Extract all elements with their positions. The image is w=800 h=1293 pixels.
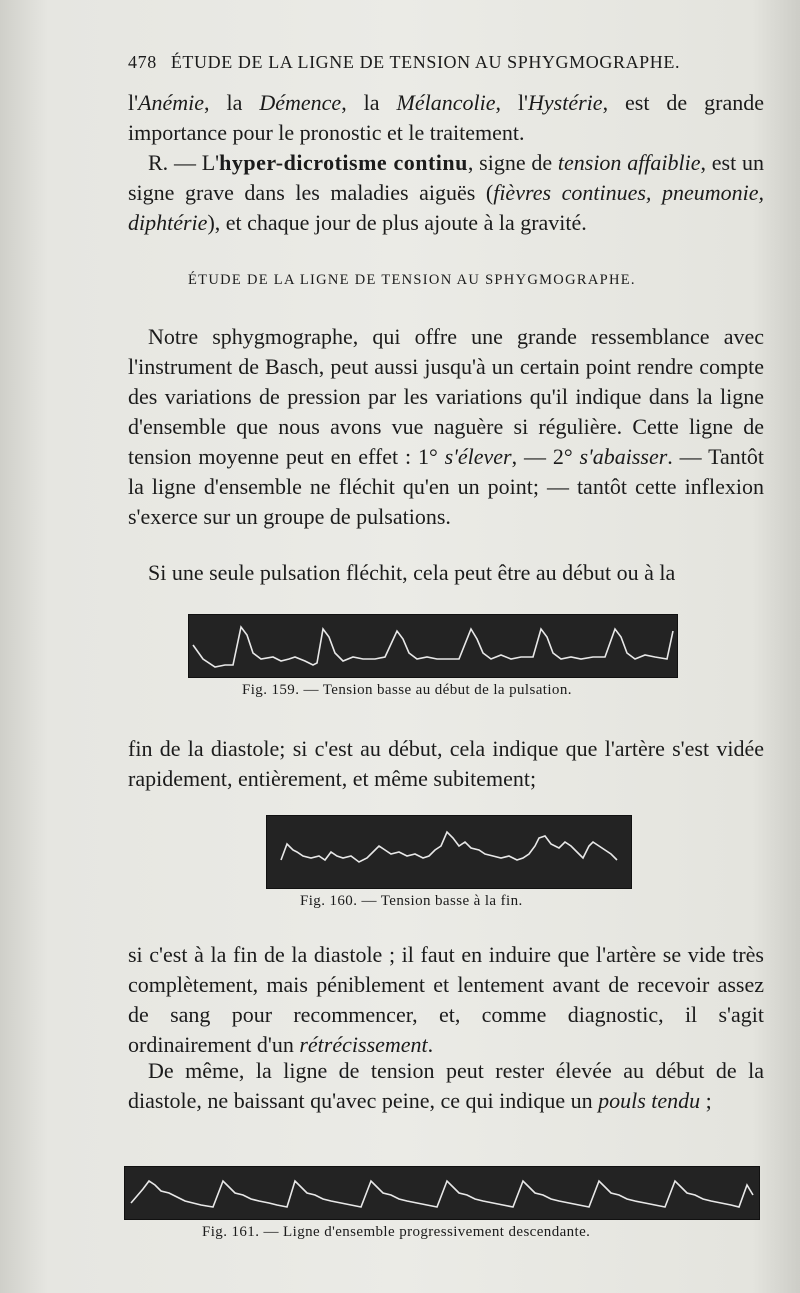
figure-160-caption: Fig. 160. — Tension basse à la fin. xyxy=(300,893,523,909)
italic-run: Démence xyxy=(259,90,342,115)
paragraph-pulsation: Si une seule pulsation fléchit, cela peut être au début ou à la xyxy=(148,560,676,585)
section-title: ÉTUDE DE LA LIGNE DE TENSION AU SPHYGMOGRAPHE. xyxy=(188,272,636,288)
text-run: , la xyxy=(341,90,397,115)
italic-run: fièvres continues, pneumonie, diphtérie xyxy=(128,180,765,235)
italic-run: rétrécissement xyxy=(299,1032,428,1057)
italic-run: Mélancolie xyxy=(396,90,496,115)
pulse-tracing-161 xyxy=(125,1167,759,1219)
italic-run: Hystérie xyxy=(528,90,603,115)
paragraph-fin-diastole: fin de la diastole; si c'est au début, cela indique que l'artère s'est vidée rapidement, entièrement, et même subitement; xyxy=(128,736,764,791)
text-run: , — 2° xyxy=(511,444,580,469)
text-run: ), et chaque jour de plus ajoute à la gravité. xyxy=(207,210,587,235)
italic-run: pouls tendu xyxy=(598,1088,701,1113)
text-run: si c'est à la fin de la diastole ; il faut en induire que l'artère se vide très complètement, mais péniblement et lentement avant de recevoir assez de sang pour recommencer, et, comme diagnostic, il s'agit ordinairement d'un xyxy=(128,942,764,1057)
text-run: l' xyxy=(128,90,139,115)
running-header xyxy=(128,52,758,73)
text-run: , la xyxy=(204,90,260,115)
paragraph-retrecissement xyxy=(128,940,764,1060)
figure-161-caption: Fig. 161. — Ligne d'ensemble progressivement descendante. xyxy=(202,1224,591,1240)
pulse-tracing-159 xyxy=(189,615,677,677)
paragraph-pouls-tendu xyxy=(128,1056,764,1116)
figure-159-caption: Fig. 159. — Tension basse au début de la pulsation. xyxy=(242,682,572,698)
text-run: , est un signe grave dans les maladies aiguës ( xyxy=(128,150,764,205)
text-run: R. — L' xyxy=(148,150,220,175)
italic-run: s'élever xyxy=(444,444,512,469)
running-title: ÉTUDE DE LA LIGNE DE TENSION AU SPHYGMOGRAPHE. xyxy=(170,52,681,72)
page-number: 478 xyxy=(128,52,157,72)
pulse-tracing-160 xyxy=(267,816,631,888)
text-run: . — Tantôt la ligne d'ensemble ne fléchit qu'en un point; — tantôt cette inflexion s'exerce sur un groupe de pulsations. xyxy=(128,444,764,529)
paragraph-anemie xyxy=(128,88,764,148)
text-run: Notre sphygmographe, qui offre une grande ressemblance avec l'instrument de Basch, peut aussi jusqu'à un certain point rendre compte des variations de pression par les variations qu'il indique dans la ligne d'ensemble que nous avons vue naguère si régulière. Cette ligne de tension moyenne peut en effet : 1° xyxy=(128,324,764,469)
figure-160-tracing xyxy=(266,815,632,889)
bold-run: hyper-dicrotisme continu xyxy=(219,150,468,175)
paragraph-hyper-dicrotisme xyxy=(128,148,764,238)
text-run: , signe de xyxy=(467,150,558,175)
text-run: ; xyxy=(700,1088,712,1113)
text-run: , est de grande importance pour le pronostic et le traitement. xyxy=(128,90,765,145)
text-run: , l' xyxy=(495,90,529,115)
italic-run: Anémie xyxy=(138,90,205,115)
figure-161-tracing xyxy=(124,1166,760,1220)
italic-run: tension affaiblie xyxy=(557,150,701,175)
paragraph-sphygmographe xyxy=(128,322,764,532)
text-run: . xyxy=(427,1032,434,1057)
figure-159-tracing xyxy=(188,614,678,678)
text-run: De même, la ligne de tension peut rester élevée au début de la diastole, ne baissant qu'avec peine, ce qui indique un xyxy=(128,1058,764,1113)
italic-run: s'abaisser xyxy=(579,444,668,469)
